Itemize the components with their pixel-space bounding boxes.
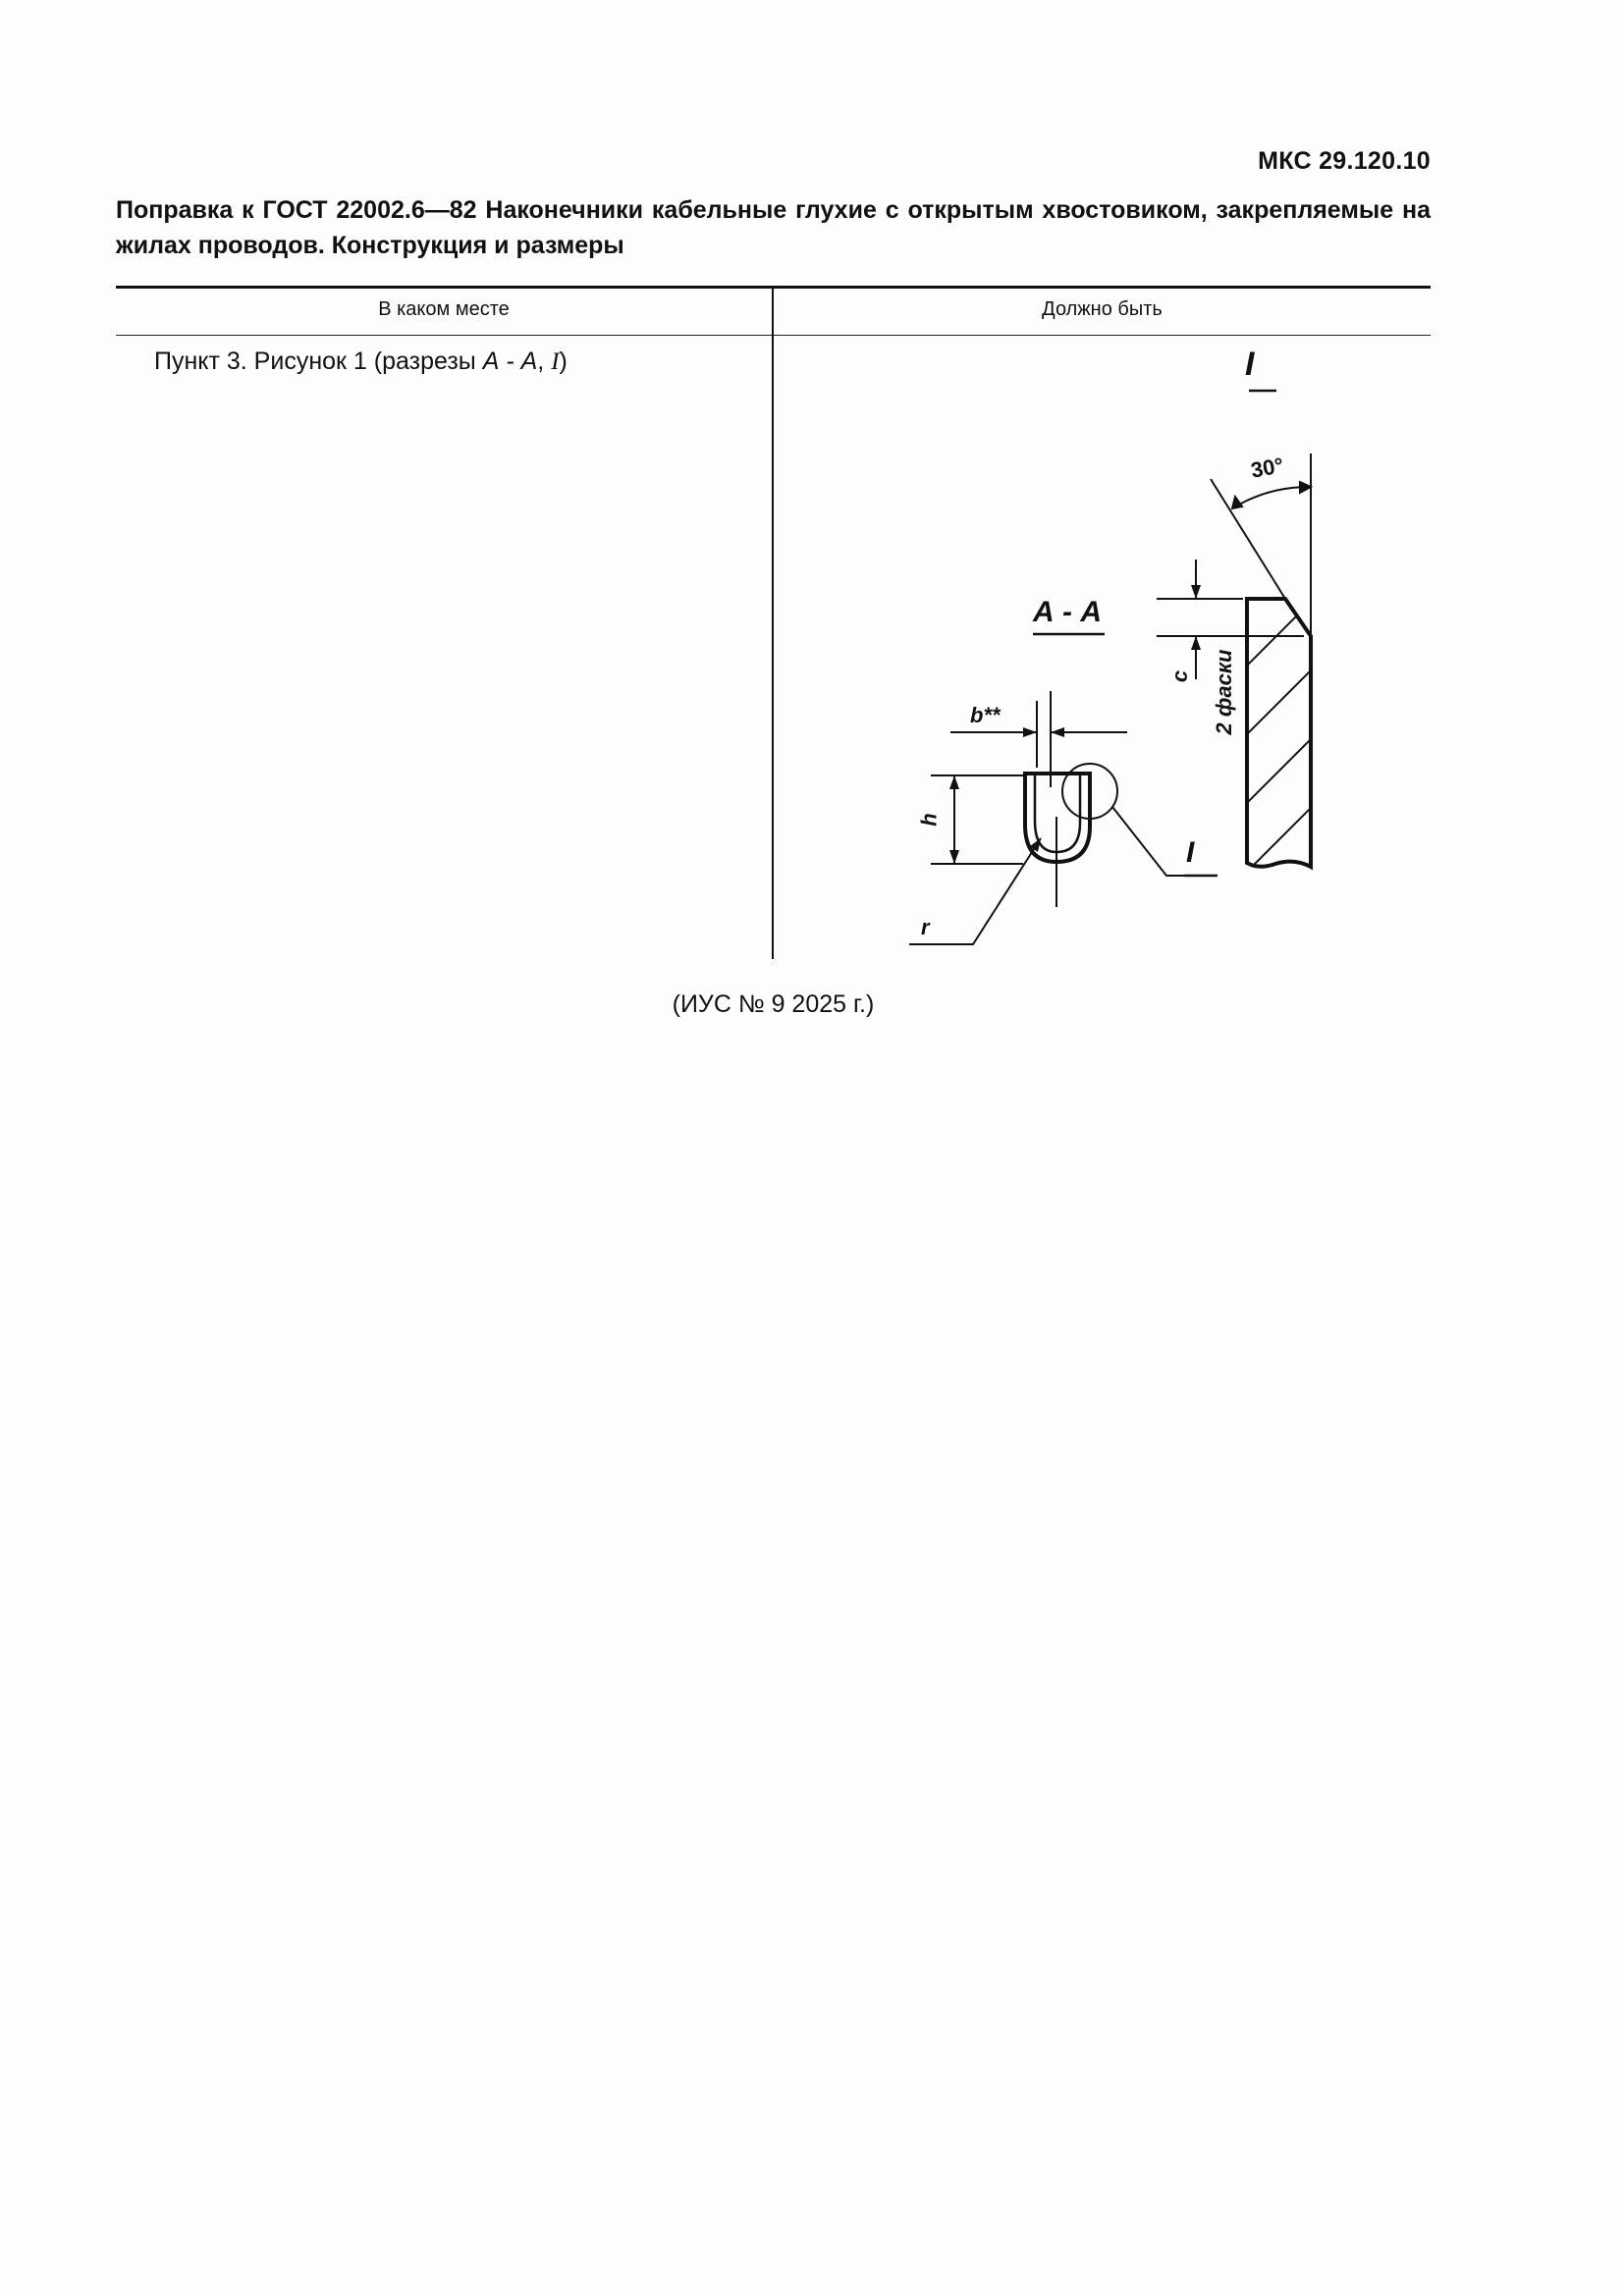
where-cell xyxy=(154,347,568,376)
where-section: А - А xyxy=(482,347,538,375)
section-label: А - А xyxy=(1033,596,1102,628)
drawing-graphics xyxy=(774,336,1431,964)
where-sep: , xyxy=(537,347,552,375)
h-dimension xyxy=(931,775,1023,864)
dim-c-label: c xyxy=(1167,669,1193,683)
mks-code: МКС 29.120.10 xyxy=(1258,147,1431,175)
where-prefix: Пункт 3. Рисунок 1 (разрезы xyxy=(154,347,483,375)
document-title: Поправка к ГОСТ 22002.6—82 Наконечники кабельные глухие с открытым хвостовиком, закрепляемые на жилах проводов. Конструкция и размеры xyxy=(116,196,1431,259)
column-header-where: В каком месте xyxy=(378,298,510,320)
detail-mark: I xyxy=(1245,346,1255,383)
detail-bar xyxy=(1235,589,1324,952)
chamfer-note: 2 фаски xyxy=(1212,649,1236,735)
footer-note: (ИУС № 9 2025 г.) xyxy=(672,990,875,1018)
technical-drawing xyxy=(774,336,1431,964)
where-detail: I xyxy=(551,348,560,375)
dim-b-label: b** xyxy=(970,703,1001,727)
callout-label: I xyxy=(1186,836,1195,869)
column-header-should-be: Должно быть xyxy=(1042,298,1163,320)
dim-r-label: r xyxy=(921,915,930,939)
dim-h-label: h xyxy=(916,813,942,827)
angle-label: 30° xyxy=(1248,453,1286,483)
where-suffix: ) xyxy=(559,347,568,375)
